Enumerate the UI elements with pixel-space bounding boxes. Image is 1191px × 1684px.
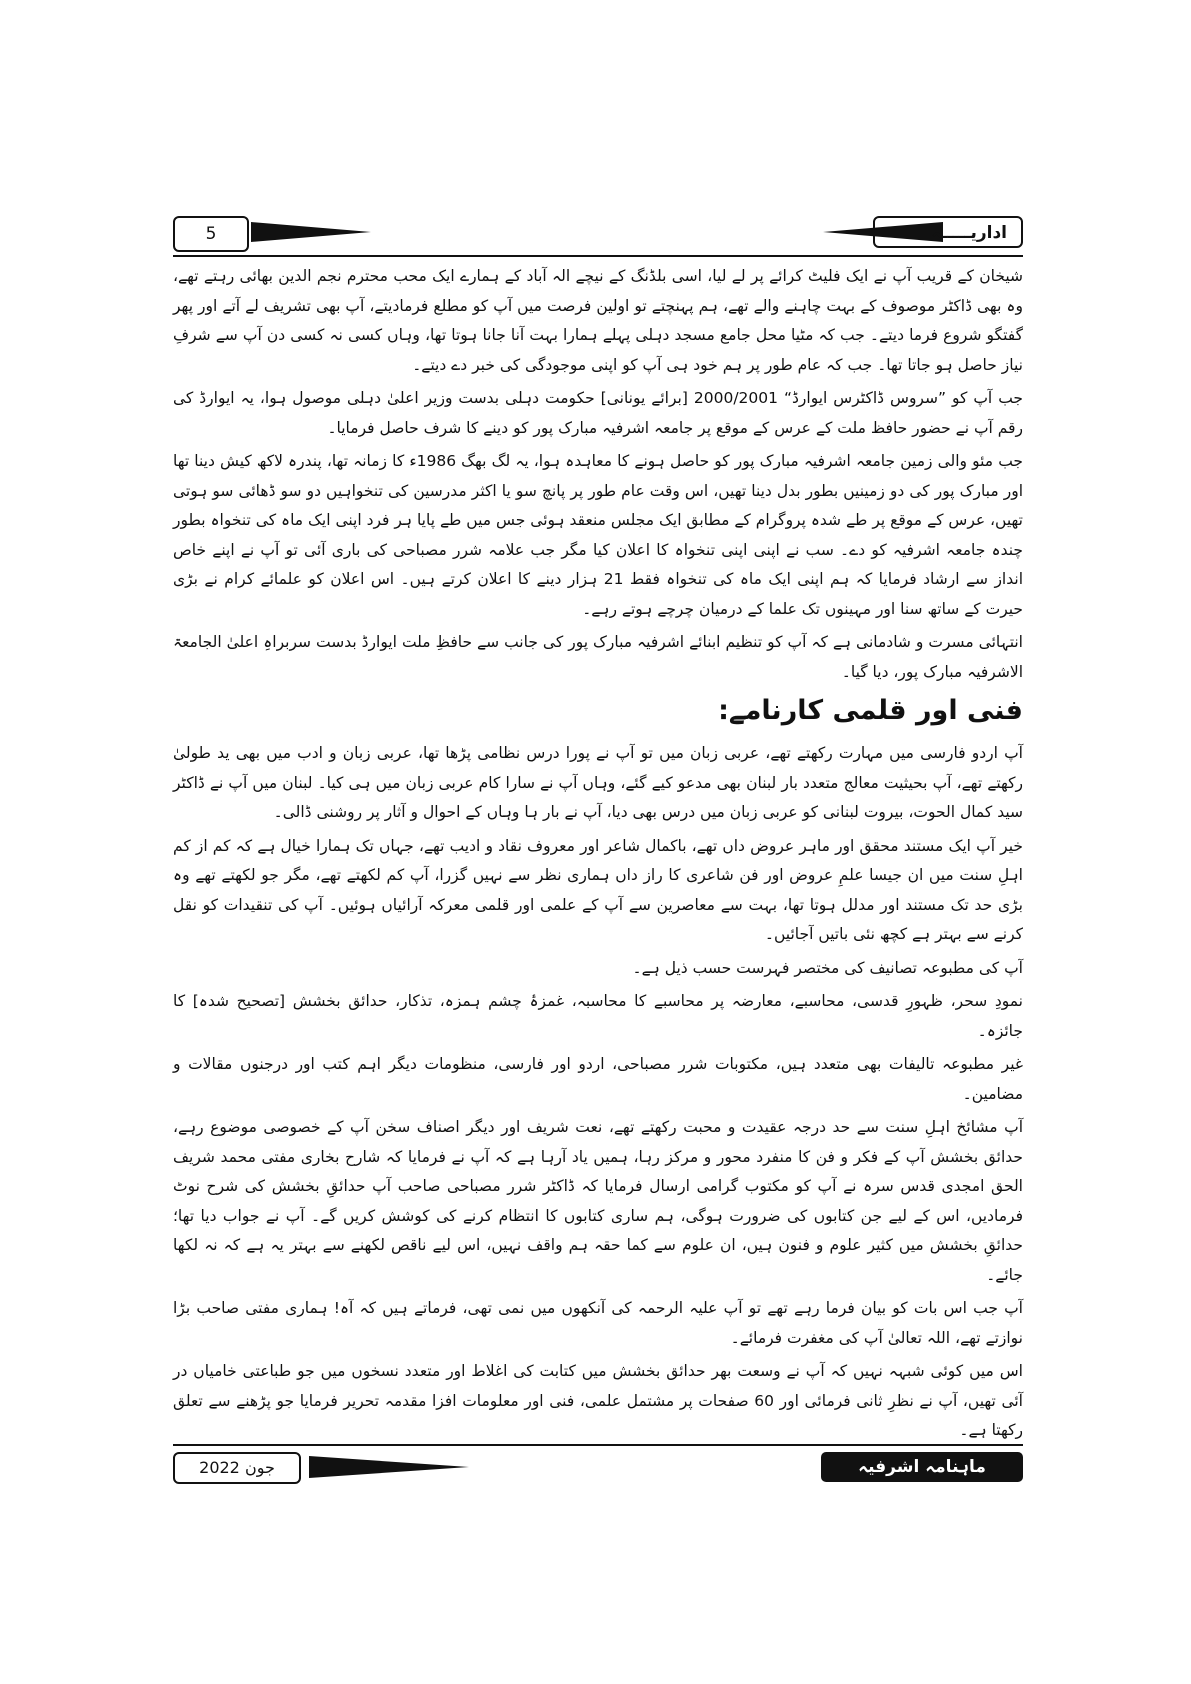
paragraph: آپ کی مطبوعہ تصانیف کی مختصر فہرست حسب ذیل ہے۔ <box>632 958 1023 977</box>
paragraph: انتہائی مسرت و شادمانی ہے کہ آپ کو تنظیم ابنائے اشرفیہ مبارک پور کی جانب سے حافظِ ملت ایوارڈ بدست سربراہِ اعلیٰ الجامعۃ الاشرفیہ مبارک پور، دیا گیا۔ <box>173 633 1023 681</box>
footer-wedge <box>309 1456 469 1478</box>
section-heading: فنی اور قلمی کارنامے: <box>718 695 1023 726</box>
page-number: 5 <box>173 216 249 252</box>
paragraph: جب آپ کو ”سروس ڈاکٹرس ایوارڈ“ 2000/2001 [برائے یونانی] حکومت دہلی بدست وزیر اعلیٰ دہلی موصول ہوا، یہ ایوارڈ کی رقم آپ نے حضور حافظ ملت کے عرس کے موقع پر جامعہ اشرفیہ مبارک پور کو دینے کا شرف حاصل فرمایا۔ <box>173 389 1023 437</box>
header-rule <box>173 255 1023 257</box>
paragraph: خیر آپ ایک مستند محقق اور ماہر عروض داں تھے، باکمال شاعر اور معروف نقاد و ادیب تھے، جہاں تک ہمارا خیال ہے کہ کم از کم اہلِ سنت میں ان جیسا علمِ عروض اور فن شاعری کا راز داں ہماری نظر سے نہیں گزرا، آپ کم لکھتے تھے، مگر جو لکھتے تھے وہ بڑی حد تک مستند اور مدلل ہوتا تھا، بہت سے معاصرین سے آپ کے علمی اور قلمی معرکہ آرائیاں ہوئیں۔ آپ کی تنقیدات کو نقل کرنے سے بہتر ہے کچھ نئی باتیں آجائیں۔ <box>173 836 1023 943</box>
section-title: اداریـــــہ <box>873 216 1023 248</box>
paragraph: غیر مطبوعہ تالیفات بھی متعدد ہیں، مکتوبات شرر مصباحی، اردو اور فارسی، منظومات دیگر اہم کتب اور درجنوں مقالات و مضامین۔ <box>173 1055 1023 1103</box>
header-wedge-left <box>251 222 371 242</box>
page-header <box>173 216 1023 252</box>
footer-rule <box>173 1444 1023 1446</box>
issue-date: جون 2022 <box>173 1452 301 1484</box>
magazine-name: ماہنامہ اشرفیہ <box>821 1452 1023 1482</box>
page-footer <box>173 1452 1023 1488</box>
paragraph: آپ اردو فارسی میں مہارت رکھتے تھے، عربی زبان میں تو آپ نے پورا درس نظامی پڑھا تھا، عربی زبان و ادب میں بھی ید طولیٰ رکھتے تھے، آپ بحیثیت معالج متعدد بار لبنان بھی مدعو کیے گئے، وہاں آپ نے سارا کام عربی زبان میں ہی کیا۔ لبنان میں آپ نے ڈاکٹر سید کمال الحوت، بیروت لبنانی کو عربی زبان میں درس بھی دیا، آپ نے بار ہا وہاں کے احوال و آثار پر روشنی ڈالی۔ <box>173 744 1023 821</box>
paragraph: جب مئو والی زمین جامعہ اشرفیہ مبارک پور کو حاصل ہونے کا معاہدہ ہوا، یہ لگ بھگ 1986ء کا زمانہ تھا، پندرہ لاکھ کیش دینا تھا اور مبارک پور کی دو زمینیں بطور بدل دینا تھیں، اس وقت عام طور پر پانچ سو یا اکثر مدرسین کی تنخواہیں دو سو ڈھائی سو ہوتی تھیں، عرس کے موقع پر طے شدہ پروگرام کے مطابق ایک مجلس منعقد ہوئی جس میں طے پایا ہر فرد اپنی ایک ماہ کی تنخواہ بطور چندہ جامعہ اشرفیہ کو دے۔ سب نے اپنی اپنی تنخواہ کا اعلان کیا مگر جب علامہ شرر مصباحی کی باری آئی تو آپ نے اپنے خاص انداز سے ارشاد فرمایا کہ ہم اپنی ایک ماہ کی تنخواہ فقط 21 ہزار دینے کا اعلان کرتے ہیں۔ اس اعلان کو علمائے کرام نے بڑی حیرت کے ساتھ سنا اور مہینوں تک علما کے درمیان چرچے ہوتے رہے۔ <box>173 452 1023 618</box>
paragraph: نمودِ سحر، ظہورِ قدسی، محاسبے، معارضہ پر محاسبے کا محاسبہ، غمزۂ چشم ہمزہ، تذکار، حدائق بخشش [تصحیح شدہ] کا جائزہ۔ <box>173 992 1023 1040</box>
paragraph: اس میں کوئی شبہہ نہیں کہ آپ نے وسعت بھر حدائق بخشش میں کتابت کی اغلاط اور متعدد نسخوں میں جو طباعتی خامیاں در آئی تھیں، آپ نے نظرِ ثانی فرمائی اور 60 صفحات پر مشتمل علمی، فنی اور معلومات افزا مقدمہ تحریر فرمایا جو پڑھنے سے تعلق رکھتا ہے۔ <box>173 1362 1023 1439</box>
article-body <box>173 262 1023 1450</box>
paragraph: آپ جب اس بات کو بیان فرما رہے تھے تو آپ علیہ الرحمہ کی آنکھوں میں نمی تھی، فرماتے ہیں کہ آہ! ہماری مفتی صاحب بڑا نوازتے تھے، اللہ تعالیٰ آپ کی مغفرت فرمائے۔ <box>173 1299 1023 1347</box>
paragraph: آپ مشائخ اہلِ سنت سے حد درجہ عقیدت و محبت رکھتے تھے، نعت شریف اور دیگر اصناف سخن آپ کے خصوصی موضوع رہے، حدائق بخشش آپ کے فکر و فن کا منفرد محور و مرکز رہا، ہمیں یاد آرہا ہے کہ آپ نے فرمایا کہ شارح بخاری مفتی محمد شریف الحق امجدی قدس سرہ نے آپ کو مکتوب گرامی ارسال فرمایا کہ ڈاکٹر شرر مصباحی صاحب آپ حدائقِ بخشش کی شرح نوٹ فرمادیں، اس کے لیے جن کتابوں کی ضرورت ہوگی، ہم ساری کتابوں کا انتظام کرنے کی کوشش کریں گے۔ آپ نے جواب دیا تھا؛ حدائقِ بخشش میں کثیر علوم و فنون ہیں، ان علوم سے کما حقہ ہم واقف نہیں، اس لیے ناقص لکھنے سے بہتر یہ ہے کہ نہ لکھا جائے۔ <box>173 1118 1023 1284</box>
paragraph: شیخان کے قریب آپ نے ایک فلیٹ کرائے پر لے لیا، اسی بلڈنگ کے نیچے الہ آباد کے ہمارے ایک محب محترم نجم الدین بھائی رہتے تھے، وہ بھی ڈاکٹر موصوف کے بہت چاہنے والے تھے، ہم پہنچتے تو اولین فرصت میں آپ کو مطلع فرمادیتے، آپ بھی تشریف لے آتے اور پھر گفتگو شروع فرما دیتے۔ جب کہ مٹیا محل جامع مسجد دہلی پہلے ہمارا بہت آنا جانا ہوتا تھا، وہاں کسی نہ کسی دن آپ سے شرفِ نیاز حاصل ہو جاتا تھا۔ جب کہ عام طور پر ہم خود ہی آپ کو اپنی موجودگی کی خبر دے دیتے۔ <box>173 267 1023 374</box>
